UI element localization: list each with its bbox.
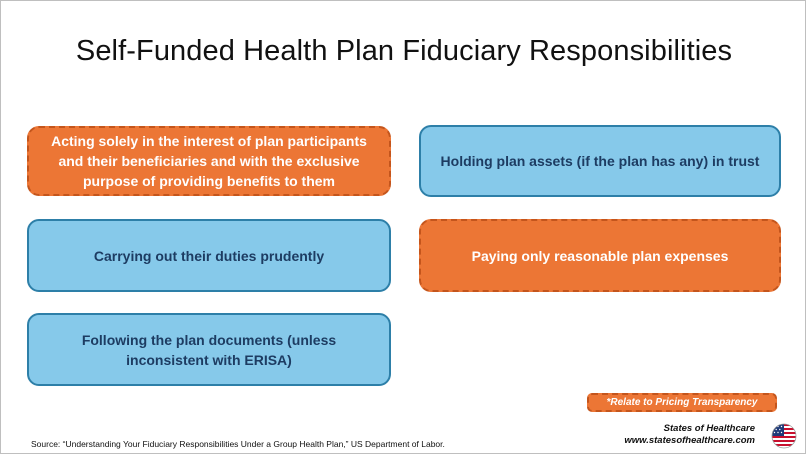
responsibility-box-sole-interest: Acting solely in the interest of plan participants and their beneficiaries and with the exclusive purpose of providing benefits to them — [27, 126, 391, 196]
pricing-transparency-note: *Relate to Pricing Transparency — [587, 393, 777, 412]
brand-name: States of Healthcare — [663, 423, 755, 434]
brand-block — [624, 423, 755, 447]
source-citation: Source: “Understanding Your Fiduciary Responsibilities Under a Group Health Plan,” US Department of Labor. — [31, 439, 445, 449]
responsibility-box-plan-assets: Holding plan assets (if the plan has any) in trust — [419, 125, 781, 197]
us-flag-icon — [771, 423, 797, 449]
responsibility-box-reasonable-expenses: Paying only reasonable plan expenses — [419, 219, 781, 292]
responsibility-box-plan-documents: Following the plan documents (unless inconsistent with ERISA) — [27, 313, 391, 386]
responsibility-box-prudence: Carrying out their duties prudently — [27, 219, 391, 292]
slide-title: Self-Funded Health Plan Fiduciary Responsibilities — [75, 35, 733, 67]
brand-url: www.statesofhealthcare.com — [624, 435, 755, 446]
